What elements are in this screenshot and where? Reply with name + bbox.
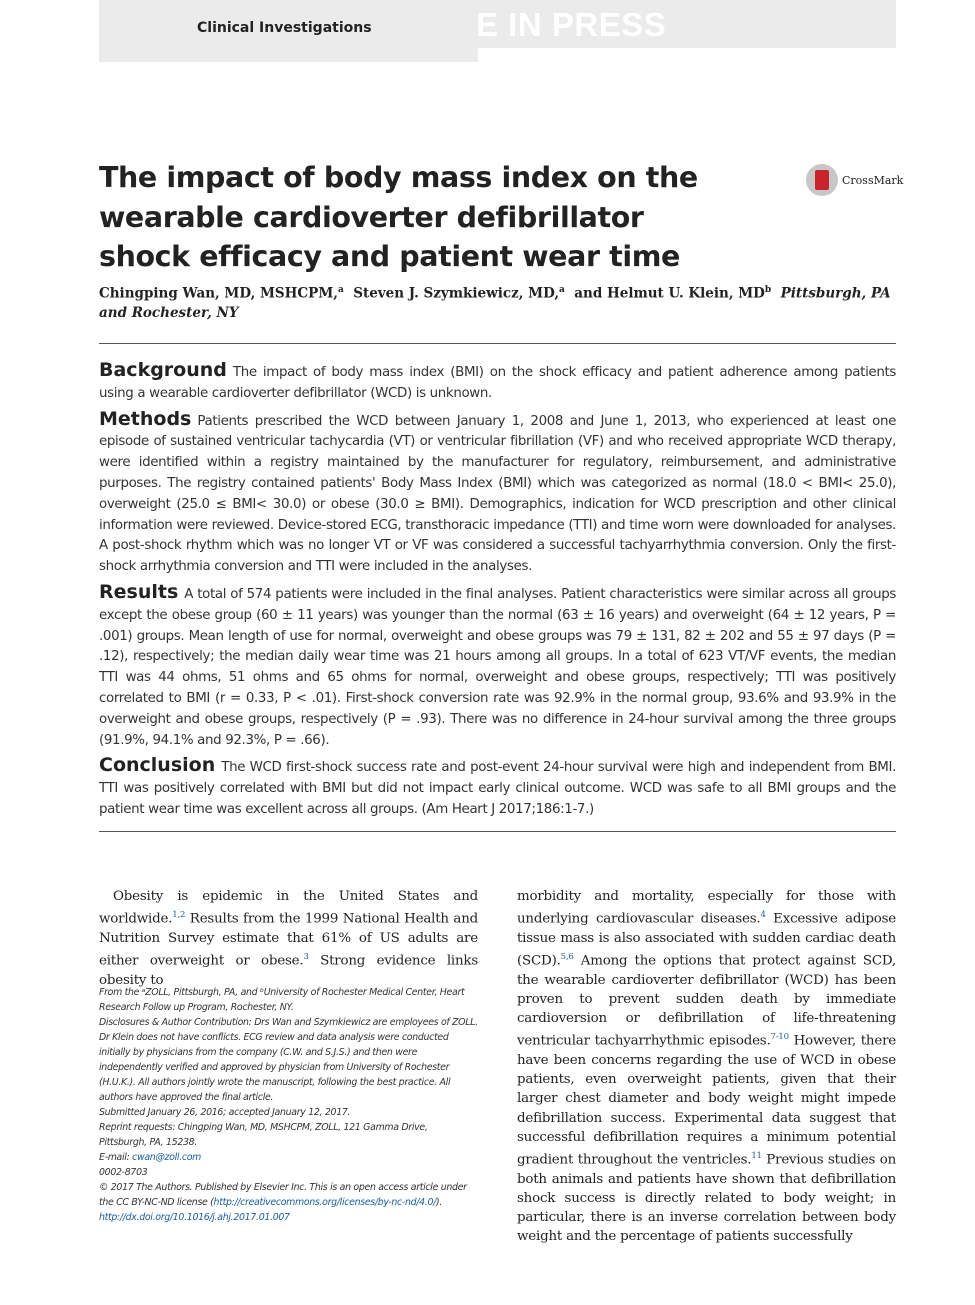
affiliation-note: From the ᵃZOLL, Pittsburgh, PA, and ᵇUniversity of Rochester Medical Center, Heart Research Follow up Program, Rochester, NY. xyxy=(99,987,465,1013)
abstract-heading: Conclusion xyxy=(99,754,216,777)
reference-link[interactable]: 1,2 xyxy=(172,910,186,921)
affiliation-marker: a xyxy=(337,285,344,295)
abstract-text: The impact of body mass index (BMI) on the shock efficacy and patient adherence among patients using a wearable cardioverter defibrillator (WCD) is unknown. xyxy=(99,365,896,401)
article-title: The impact of body mass index on the wearable cardioverter defibrillator shock efficacy and patient wear time xyxy=(99,161,698,273)
copyright-text: © 2017 The Authors. Published by Elsevier Inc. This is an open access article under the CC BY-NC-ND license ( xyxy=(99,1182,467,1208)
crossmark-icon xyxy=(806,164,838,196)
abstract-text: Patients prescribed the WCD between January 1, 2008 and June 1, 2013, who experienced at least one episode of sustained ventricular tachycardia (VT) or ventricular fibrillation (VF) and who received appropriate WCD therapy, were identified within a registry maintained by the manufacturer for regulatory, reimbursement, and administrative purposes. The registry contained patients' Body Mass Index (BMI) which was categorized as normal (18.0 < BMI< 25.0), overweight (25.0 ≤ BMI< 30.0) or obese (30.0 ≥ BMI). Demographics, indication for WCD prescription and other clinical information were reviewed. Device-stored ECG, transthoracic impedance (TTI) and time worn were downloaded for analyses. A post-shock rhythm which was no longer VT or VF was considered a successful tachyarrhythmia conversion. Only the first-shock arrhythmia conversion and TTI were included in the analyses. xyxy=(99,413,896,575)
author-list xyxy=(99,281,896,323)
abstract-text: The WCD first-shock success rate and post-event 24-hour survival were high and independent from BMI. TTI was positively correlated with BMI but did not impact early clinical outcome. WCD was safe to all BMI groups and the patient wear time was excellent across all groups. (Am Heart J 2017;186:1-7.) xyxy=(99,760,896,817)
footnotes xyxy=(99,985,478,1225)
abstract-methods xyxy=(99,409,896,578)
copyright-text: ). xyxy=(436,1197,443,1208)
author-klein: and Helmut U. Klein, MD xyxy=(574,285,765,302)
issn: 0002-8703 xyxy=(99,1167,148,1178)
in-press-watermark: E IN PRESS xyxy=(476,6,667,43)
body-text: Results from the 1999 National Health and Nutrition Survey estimate that 61% of US adults are either overweight or obese. xyxy=(99,911,478,969)
doi-link[interactable]: http://dx.doi.org/10.1016/j.ahj.2017.01.007 xyxy=(99,1212,290,1223)
email-line xyxy=(99,1150,478,1165)
body-text: Excessive adipose tissue mass is also associated with sudden cardiac death (SCD). xyxy=(517,911,897,969)
body-text: However, there have been concerns regarding the use of WCD in obese patients, even overweight patients, given that their larger chest diameter and body weight might impede defibrillation success. Experimental data suggest that successful defibrillation requires a minimum potential gradient throughout the ventricles. xyxy=(517,1033,896,1168)
author-location: Pittsburgh, PA and Rochester, NY xyxy=(99,285,891,321)
abstract-bottom-rule xyxy=(99,831,896,832)
body-left-column xyxy=(99,887,478,990)
abstract-top-rule xyxy=(99,343,896,344)
body-text: Previous studies on both animals and patients have shown that defibrillation shock success is directly related to body weight; in particular, there is an inverse correlation between body weight and the percentage of patients successfully xyxy=(517,1152,896,1245)
abstract-heading: Results xyxy=(99,580,179,603)
submission-dates: Submitted January 26, 2016; accepted January 12, 2017. xyxy=(99,1107,351,1118)
abstract-heading: Background xyxy=(99,359,227,381)
body-paragraph xyxy=(99,887,478,990)
body-text: Among the options that protect against SCD, the wearable cardioverter defibrillator (WCD) has been proven to prevent sudden death by immediate cardioversion or defibrillation of life-threatening ventricular tachyarrhythmic episodes. xyxy=(517,953,896,1049)
crossmark-button[interactable] xyxy=(806,164,903,196)
license-link[interactable]: http://creativecommons.org/licenses/by-nc-nd/4.0/ xyxy=(213,1197,436,1208)
crossmark-label: CrossMark xyxy=(842,173,904,187)
body-right-column xyxy=(517,887,896,1247)
abstract-background xyxy=(99,360,896,405)
reprint-requests: Reprint requests: Chingping Wan, MD, MSHCPM, ZOLL, 121 Gamma Drive, Pittsburgh, PA, 15238. xyxy=(99,1122,428,1148)
affiliation-marker: b xyxy=(764,285,772,295)
abstract-text: A total of 574 patients were included in the final analyses. Patient characteristics were similar across all groups except the obese group (60 ± 11 years) was younger than the normal (63 ± 16 years) and overweight (64 ± 12 years, P = .001) groups. Mean length of use for normal, overweight and obese groups was 79 ± 131, 82 ± 202 and 55 ± 97 days (P = .12), respectively; the median daily wear time was 21 hours among all groups. In a total of 623 VT/VF events, the median TTI was 44 ohms, 51 ohms and 65 ohms for normal, overweight and obese groups, respectively; TTI was positively correlated to BMI (r = 0.33, P < .01). First-shock conversion rate was 92.9% in the normal group, 93.6% and 93.9% in the overweight and obese groups, respectively (P = .93). There was no difference in 24-hour survival among the three groups (91.9%, 94.1% and 92.3%, P = .66). xyxy=(99,586,896,748)
abstract-results xyxy=(99,582,896,751)
reference-link[interactable]: 4 xyxy=(760,910,766,921)
reference-link[interactable]: 7-10 xyxy=(770,1032,789,1043)
disclosures-note: Disclosures & Author Contribution: Drs Wan and Szymkiewicz are employees of ZOLL. Dr Klein does not have conflicts. ECG review and data analysis were conducted initially by physicians from the company (C.W. and S.J.S.) and then were independently verified and approved by physician from University of Rochester (H.U.K.). All authors jointly wrote the manuscript, following the best practice. All authors have approved the final article. xyxy=(99,1017,478,1103)
email-link[interactable]: cwan@zoll.com xyxy=(132,1152,201,1163)
copyright-note xyxy=(99,1180,478,1210)
author-szymkiewicz: Steven J. Szymkiewicz, MD, xyxy=(353,285,560,302)
body-text: morbidity and mortality, especially for those with underlying cardiovascular diseases. xyxy=(517,889,896,927)
email-label: E-mail: xyxy=(99,1152,133,1163)
abstract xyxy=(99,360,896,825)
reference-link[interactable]: 5,6 xyxy=(560,952,574,963)
reference-link[interactable]: 3 xyxy=(303,952,309,963)
body-text: Strong evidence links obesity to xyxy=(99,953,479,988)
abstract-heading: Methods xyxy=(99,407,192,430)
reference-link[interactable]: 11 xyxy=(751,1151,762,1162)
body-text: Obesity is epidemic in the United States and worldwide. xyxy=(99,889,478,927)
section-label: Clinical Investigations xyxy=(197,20,372,36)
abstract-conclusion xyxy=(99,755,896,820)
affiliation-marker: a xyxy=(559,285,565,295)
author-wan: Chingping Wan, MD, MSHCPM, xyxy=(99,285,338,302)
